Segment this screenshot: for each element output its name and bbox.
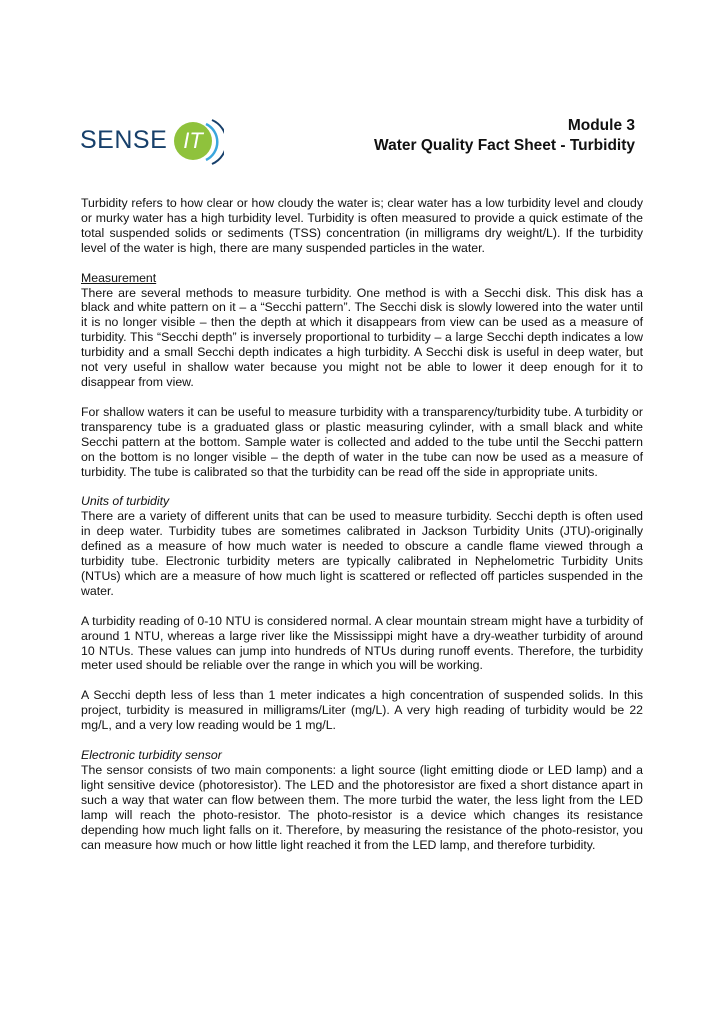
units-section [81,494,643,598]
sensor-heading: Electronic turbidity sensor [81,748,222,763]
sensor-paragraph-1: The sensor consists of two main components: a light source (light emitting diode or LED lamp) and a light sensitive device (photoresistor). The LED and the photoresistor are fixed a short distance apart in such a way that water can flow between them. The more turbid the water, the less light from the LED lamp will reach the photo-resistor. The photo-resistor is a device which changes its resistance depending how much light falls on it. Therefore, by measuring the resistance of the photo-resistor, you can measure how much or how little light reached it from the LED lamp, and therefore turbidity. [81,763,643,852]
document-body [81,196,643,867]
intro-paragraph: Turbidity refers to how clear or how cloudy the water is; clear water has a low turbidity level and cloudy or murky water has a high turbidity level. Turbidity is often measured to provide a quick estimate of the total suspended solids or sediments (TSS) concentration (in milligrams dry weight/L). If the turbidity level of the water is high, there are many suspended particles in the water. [81,196,643,255]
module-label: Module 3 [567,117,635,134]
page-title: Water Quality Fact Sheet - Turbidity [374,137,635,154]
measurement-heading: Measurement [81,270,157,285]
measurement-paragraph-2: For shallow waters it can be useful to measure turbidity with a transparency/turbidity tube. A turbidity or transparency tube is a graduated glass or plastic measuring cylinder, with a small black and white Secchi pattern at the bottom. Sample water is collected and added to the tube until the Secchi pattern on the bottom is no longer visible – the depth of water in the tube can now be used as a measure of turbidity. The tube is calibrated so that the turbidity can be read off the side in appropriate units. [81,404,643,479]
units-paragraph-1: There are a variety of different units that can be used to measure turbidity. Secchi depth is often used in deep water. Turbidity tubes are sometimes calibrated in Jackson Turbidity Units (JTU)-originally defined as a measure of how much water is needed to obscure a candle flame viewed through a turbidity tube. Electronic turbidity meters are typically calibrated in Nephelometric Turbidity Units (NTUs) which are a measure of how much light is scattered or reflected off particles suspended in the water. [81,509,643,598]
units-paragraph-3: A Secchi depth less of less than 1 meter indicates a high concentration of suspended solids. In this project, turbidity is measured in milligrams/Liter (mg/L). A very high reading of turbidity would be 22 mg/L, and a very low reading would be 1 mg/L. [81,688,643,733]
signal-arcs-icon [200,116,224,168]
logo-text: SENSE [80,126,168,154]
measurement-paragraph-1: There are several methods to measure turbidity. One method is with a Secchi disk. This disk has a black and white pattern on it – a “Secchi pattern”. The Secchi disk is slowly lowered into the water until it is no longer visible – then the depth at which it disappears from view can be used as a measure of turbidity. This “Secchi depth” is inversely proportional to turbidity – a large Secchi depth indicates a low turbidity and a small Secchi depth indicates a high turbidity. A Secchi disk is useful in deep water, but not very useful in shallow water because you might not be able to lower it deep enough for it to disappear from view. [81,285,643,389]
measurement-section [81,271,643,390]
sensor-section [81,748,643,852]
units-paragraph-2: A turbidity reading of 0-10 NTU is considered normal. A clear mountain stream might have a turbidity of around 1 NTU, whereas a large river like the Mississippi might have a dry-weather turbidity of around 10 NTUs. These values can jump into hundreds of NTUs during runoff events. Therefore, the turbidity meter used should be reliable over the range in which you will be working. [81,613,643,673]
document-header [374,116,635,156]
sense-it-logo [80,116,220,168]
logo-circle: IT [174,122,212,160]
units-heading: Units of turbidity [81,494,170,509]
